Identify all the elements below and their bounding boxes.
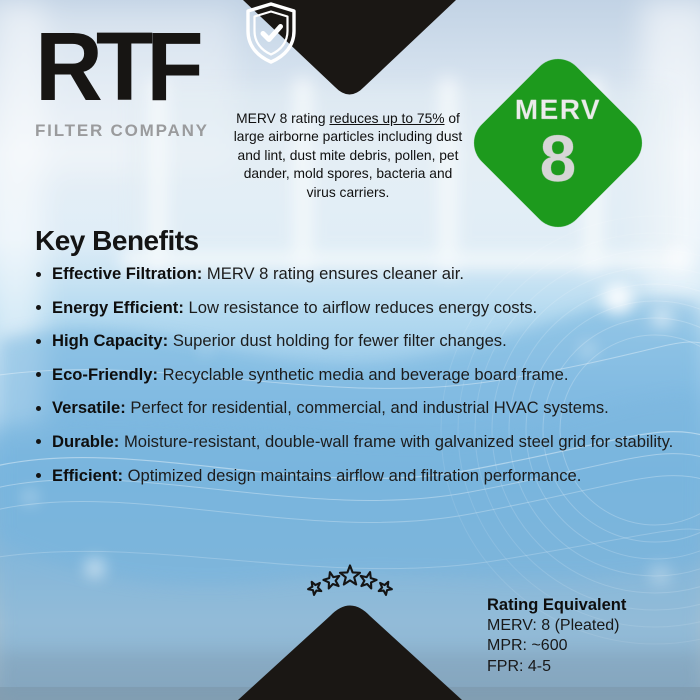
bullet-dot [36,439,41,444]
rating-line-mpr: MPR: ~600 [487,637,568,655]
bullet-dot [36,272,41,277]
brand-name: RTF [35,11,197,121]
benefit-item [35,257,677,291]
benefit-text: MERV 8 rating ensures cleaner air. [206,264,464,283]
description-underlined: reduces up to 75% [329,111,445,126]
bullet-dot [36,406,41,411]
benefit-label: Energy Efficient: [52,297,184,317]
benefit-item [35,425,677,459]
benefit-text: Optimized design maintains airflow and filtration performance. [127,465,582,485]
bottom-banner-shape [233,592,467,700]
rating-heading: Rating Equivalent [487,596,627,614]
merv-badge-content [491,76,625,210]
benefit-label: Versatile: [52,398,126,418]
bullet-dot [36,305,41,310]
rating-line-fpr: FPR: 4-5 [487,657,552,675]
rating-line-merv: MERV: 8 (Pleated) [487,617,620,634]
bullet-dot [36,473,41,478]
benefit-label: Efficient: [52,465,123,485]
benefit-text: Low resistance to airflow reduces energy costs. [188,297,538,317]
benefit-item [35,358,677,392]
benefit-label: Durable: [52,431,120,451]
product-description [230,110,466,202]
bullet-dot [36,339,41,344]
merv-badge [463,48,653,238]
shield-check-icon [243,0,299,66]
benefit-label: Eco-Friendly: [52,364,159,384]
benefit-text: Superior dust holding for fewer filter changes. [172,331,507,351]
benefit-item [35,324,677,358]
benefit-text: Recyclable synthetic media and beverage board frame. [162,364,569,384]
benefit-label: High Capacity: [52,331,169,351]
brand-logo [35,11,235,141]
merv-badge-label: MERV [514,94,602,126]
benefits-heading: Key Benefits [35,225,199,256]
top-banner [243,0,456,104]
benefit-item [35,459,677,493]
benefit-text: Perfect for residential, commercial, and industrial HVAC systems. [130,398,609,418]
merv-badge-value: 8 [539,121,577,196]
benefit-item [35,391,677,425]
bullet-dot [36,372,41,377]
benefit-item [35,291,677,325]
benefits-list [35,257,677,492]
rating-equivalent [487,595,692,677]
benefit-label: Effective Filtration: [52,264,203,283]
description-suffix: of large airborne particles including dust and lint, dust mite debris, pollen, pet dander, mold spores, bacteria and virus carriers. [233,111,463,200]
benefit-text: Moisture-resistant, double-wall frame with galvanized steel grid for stability. [123,431,674,451]
description-prefix: MERV 8 rating [236,111,330,126]
brand-tagline: FILTER COMPANY [35,121,209,141]
